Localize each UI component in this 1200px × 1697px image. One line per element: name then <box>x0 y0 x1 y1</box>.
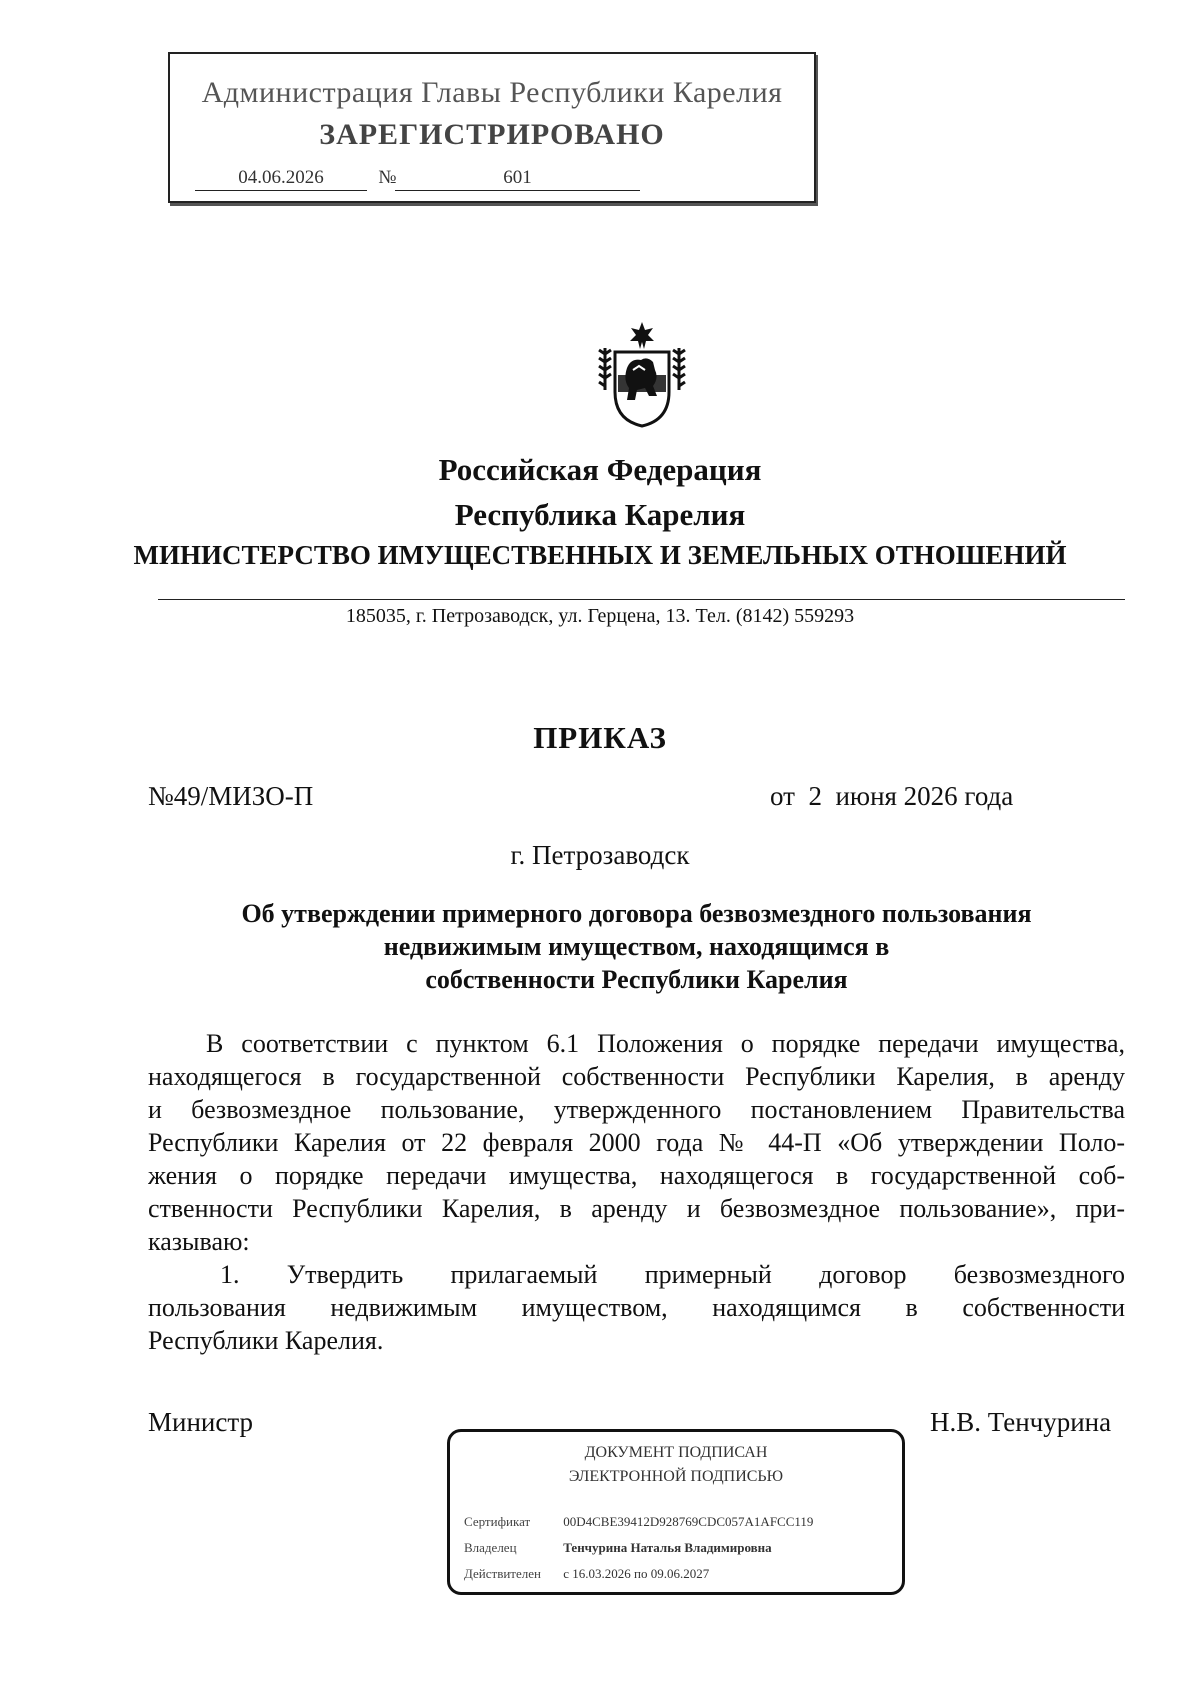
subject-line: недвижимым имуществом, находящимся в <box>383 932 890 961</box>
karelia-coat-of-arms-icon <box>597 320 687 430</box>
body-line: 1. Утвердить прилагаемый примерный договор безвозмездного <box>220 1260 1125 1289</box>
document-subject <box>148 897 1125 996</box>
esign-heading-line1: ДОКУМЕНТ ПОДПИСАН <box>584 1444 768 1461</box>
stamp-date: 04.06.2026 <box>195 166 367 191</box>
body-line: жения о порядке передачи имущества, находящегося в государственной соб- <box>148 1161 1125 1190</box>
esign-certificate-row <box>464 1514 813 1530</box>
body-line: Республики Карелия. <box>148 1326 384 1355</box>
certificate-value: 00D4CBE39412D928769CDC057A1AFCC119 <box>563 1514 814 1529</box>
stamp-number: 601 <box>395 166 640 191</box>
header-divider <box>158 599 1125 600</box>
esign-heading-line2: ЭЛЕКТРОННОЙ ПОДПИСЬЮ <box>568 1468 784 1485</box>
document-city: г. Петрозаводск <box>510 840 690 870</box>
stamp-number-label: № <box>378 167 397 188</box>
signer-name: Н.В. Тенчурина <box>930 1407 1112 1437</box>
ministry-name: МИНИСТЕРСТВО ИМУЩЕСТВЕННЫХ И ЗЕМЕЛЬНЫХ ОТНОШЕНИЙ <box>133 540 1067 570</box>
document-type: ПРИКАЗ <box>533 720 667 755</box>
subject-line: Об утверждении примерного договора безвозмездного пользования <box>241 899 1032 928</box>
body-line: В соответствии с пунктом 6.1 Положения о порядке передачи имущества, <box>206 1029 1125 1058</box>
certificate-label: Сертификат <box>464 1514 531 1529</box>
ministry-address: 185035, г. Петрозаводск, ул. Герцена, 13. Тел. (8142) 559293 <box>345 605 855 627</box>
esign-valid-row <box>464 1566 709 1582</box>
region-name: Республика Карелия <box>454 497 746 532</box>
country-name: Российская Федерация <box>438 452 762 487</box>
owner-label: Владелец <box>464 1540 517 1555</box>
registration-stamp <box>168 52 816 203</box>
stamp-status: ЗАРЕГИСТРИРОВАНО <box>319 118 665 151</box>
body-line: и безвозмездное пользование, утвержденного постановлением Правительства <box>148 1095 1125 1124</box>
body-line: Республики Карелия от 22 февраля 2000 года № 44-П «Об утверждении Поло- <box>148 1128 1125 1157</box>
body-line: казываю: <box>148 1227 250 1256</box>
stamp-organization: Администрация Главы Республики Карелия <box>201 76 783 109</box>
owner-value: Тенчурина Наталья Владимировна <box>563 1540 772 1555</box>
document-number: №49/МИЗО-П <box>148 781 314 811</box>
body-line: ственности Республики Карелия, в аренду и безвозмездное пользование», при- <box>148 1194 1125 1223</box>
body-line: пользования недвижимым имуществом, находящимся в собственности <box>148 1293 1125 1322</box>
valid-value: с 16.03.2026 по 09.06.2027 <box>563 1566 710 1581</box>
signer-title: Министр <box>148 1407 253 1437</box>
valid-label: Действителен <box>464 1566 541 1581</box>
esign-owner-row <box>464 1540 772 1556</box>
body-line: находящегося в государственной собственности Республики Карелия, в аренду <box>148 1062 1125 1091</box>
document-body <box>148 1027 1125 1357</box>
electronic-signature-stamp <box>447 1429 905 1595</box>
document-date: от 2 июня 2026 года <box>770 781 1014 811</box>
subject-line: собственности Республики Карелия <box>425 965 848 994</box>
